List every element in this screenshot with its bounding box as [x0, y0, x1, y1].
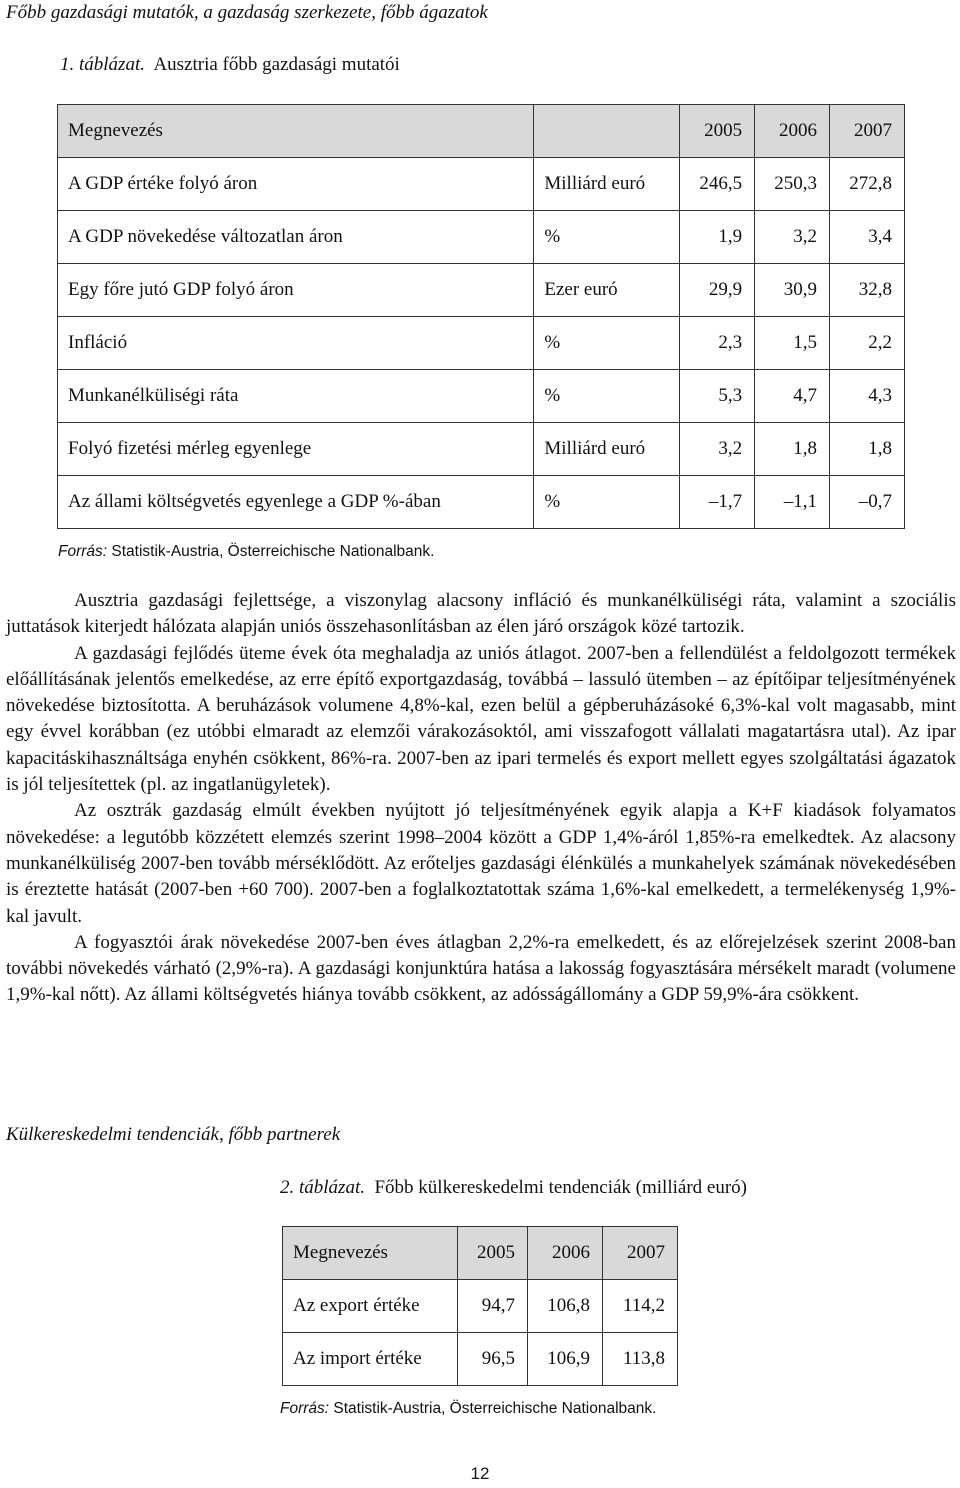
row-label: A GDP növekedése változatlan áron — [58, 211, 534, 264]
row-unit: % — [534, 476, 680, 529]
row-unit: % — [534, 317, 680, 370]
cell-2005: 2,3 — [680, 317, 755, 370]
cell-2005: 96,5 — [458, 1333, 528, 1386]
body-text — [6, 588, 956, 1009]
cell-2006: 250,3 — [755, 158, 830, 211]
row-label: Az állami költségvetés egyenlege a GDP %-ában — [58, 476, 534, 529]
table-row — [58, 476, 905, 529]
paragraph-4: A fogyasztói árak növekedése 2007-ben éves átlagban 2,2%-ra emelkedett, és az előrejelzések szerint 2008-ban további növekedés várható (2,9%-ra). A gazdasági konjunktúra hatása a lakosság fogyasztására mérsékelt maradt (volumene 1,9%-kal nőtt). Az állami költségvetés hiánya tovább csökkent, az adósságállomány a GDP 59,9%-ára csökkent. — [6, 931, 956, 1006]
table2-caption-label: 2. táblázat. — [280, 1177, 365, 1198]
cell-2005: 29,9 — [680, 264, 755, 317]
row-label: Az import értéke — [283, 1333, 458, 1386]
section-heading-economy: Főbb gazdasági mutatók, a gazdaság szerkezete, főbb ágazatok — [6, 2, 488, 23]
cell-2007: 1,8 — [830, 423, 905, 476]
table1-header-2006: 2006 — [755, 105, 830, 158]
table-row — [58, 370, 905, 423]
cell-2006: 106,9 — [528, 1333, 603, 1386]
table1-caption-text: Ausztria főbb gazdasági mutatói — [153, 54, 400, 75]
cell-2006: 30,9 — [755, 264, 830, 317]
table2-header-2006: 2006 — [528, 1227, 603, 1280]
table2-source-text: Statistik-Austria, Österreichische Nationalbank. — [333, 1400, 657, 1417]
table-row — [283, 1280, 678, 1333]
table1-header-row — [58, 105, 905, 158]
cell-2006: 3,2 — [755, 211, 830, 264]
row-label: Munkanélküliségi ráta — [58, 370, 534, 423]
cell-2006: 1,8 — [755, 423, 830, 476]
row-label: Infláció — [58, 317, 534, 370]
table1-header-2005: 2005 — [680, 105, 755, 158]
table1-caption — [60, 54, 400, 76]
table1-caption-label: 1. táblázat. — [60, 54, 145, 75]
row-unit: Milliárd euró — [534, 158, 680, 211]
table-row — [58, 158, 905, 211]
row-label: Az export értéke — [283, 1280, 458, 1333]
cell-2006: 106,8 — [528, 1280, 603, 1333]
cell-2005: 1,9 — [680, 211, 755, 264]
cell-2007: 2,2 — [830, 317, 905, 370]
table2-source-label: Forrás: — [280, 1400, 330, 1417]
section-heading-trade: Külkereskedelmi tendenciák, főbb partnerek — [6, 1124, 341, 1145]
table-row — [283, 1333, 678, 1386]
cell-2007: 3,4 — [830, 211, 905, 264]
cell-2005: 5,3 — [680, 370, 755, 423]
cell-2007: 113,8 — [603, 1333, 678, 1386]
cell-2005: 94,7 — [458, 1280, 528, 1333]
cell-2006: 4,7 — [755, 370, 830, 423]
row-unit: Milliárd euró — [534, 423, 680, 476]
cell-2007: 4,3 — [830, 370, 905, 423]
paragraph-2: A gazdasági fejlődés üteme évek óta meghaladja az uniós átlagot. 2007-ben a fellendülést a feldolgozott termékek előállításának jelentős emelkedése, az erre építő exportgazdaság, továbbá – lassuló ütemben – az építőipar teljesítményének növekedése biztosította. A beruházások volumene 4,8%-kal, ezen belül a gépberuházásoké 6,3%-kal volt magasabb, mint egy évvel korábban (ez utóbbi elmaradt az elemzői várakozásoktól, ami visszafogott vállalati magatartásra utal). Az ipar kapacitáskihasználtsága enyhén csökkent, 86%-ra. 2007-ben az ipari termelés és export mellett egyes szolgáltatási ágazatok is jól teljesítettek (pl. az ingatlanügyletek). — [6, 642, 956, 796]
cell-2007: 114,2 — [603, 1280, 678, 1333]
paragraph-1: Ausztria gazdasági fejlettsége, a viszonylag alacsony infláció és munkanélküliségi ráta, valamint a szociális juttatások kiterjedt hálózata alapján uniós összehasonlításban az élen járó országok közé tartozik. — [6, 590, 956, 638]
table1-source — [58, 543, 434, 561]
table2-header-2007: 2007 — [603, 1227, 678, 1280]
row-label: Egy főre jutó GDP folyó áron — [58, 264, 534, 317]
table1-source-label: Forrás: — [58, 543, 108, 560]
table2-source — [280, 1400, 656, 1418]
row-label: Folyó fizetési mérleg egyenlege — [58, 423, 534, 476]
table2-caption-text: Főbb külkereskedelmi tendenciák (milliárd euró) — [374, 1177, 747, 1198]
cell-2006: –1,1 — [755, 476, 830, 529]
cell-2005: 3,2 — [680, 423, 755, 476]
cell-2007: 32,8 — [830, 264, 905, 317]
table2-header-name: Megnevezés — [283, 1227, 458, 1280]
table1-header-unit — [534, 105, 680, 158]
table2-header-2005: 2005 — [458, 1227, 528, 1280]
table1-header-name: Megnevezés — [58, 105, 534, 158]
trade-trends-table — [282, 1226, 678, 1386]
cell-2007: 272,8 — [830, 158, 905, 211]
table2-header-row — [283, 1227, 678, 1280]
cell-2007: –0,7 — [830, 476, 905, 529]
table-row — [58, 264, 905, 317]
economic-indicators-table — [57, 104, 905, 529]
paragraph-3: Az osztrák gazdaság elmúlt években nyújtott jó teljesítményének egyik alapja a K+F kiadások folyamatos növekedése: a legutóbb közzétett elemzés szerint 1998–2004 között a GDP 1,4%-áról 1,85%-ra emelkedtek. Az alacsony munkanélküliség 2007-ben tovább mérséklődött. Az erőteljes gazdasági élénkülés a munkahelyek számának növekedésében is éreztette hatását (2007-ben +60 700). 2007-ben a foglalkoztatottak száma 1,6%-kal emelkedett, a termelékenység 1,9%-kal javult. — [6, 800, 956, 927]
cell-2005: –1,7 — [680, 476, 755, 529]
page-number: 12 — [470, 1464, 490, 1483]
cell-2005: 246,5 — [680, 158, 755, 211]
row-unit: % — [534, 370, 680, 423]
row-unit: Ezer euró — [534, 264, 680, 317]
row-label: A GDP értéke folyó áron — [58, 158, 534, 211]
table1-header-2007: 2007 — [830, 105, 905, 158]
table-row — [58, 211, 905, 264]
table-row — [58, 317, 905, 370]
table-row — [58, 423, 905, 476]
cell-2006: 1,5 — [755, 317, 830, 370]
row-unit: % — [534, 211, 680, 264]
table2-caption — [280, 1177, 747, 1199]
table1-source-text: Statistik-Austria, Österreichische Nationalbank. — [111, 543, 435, 560]
